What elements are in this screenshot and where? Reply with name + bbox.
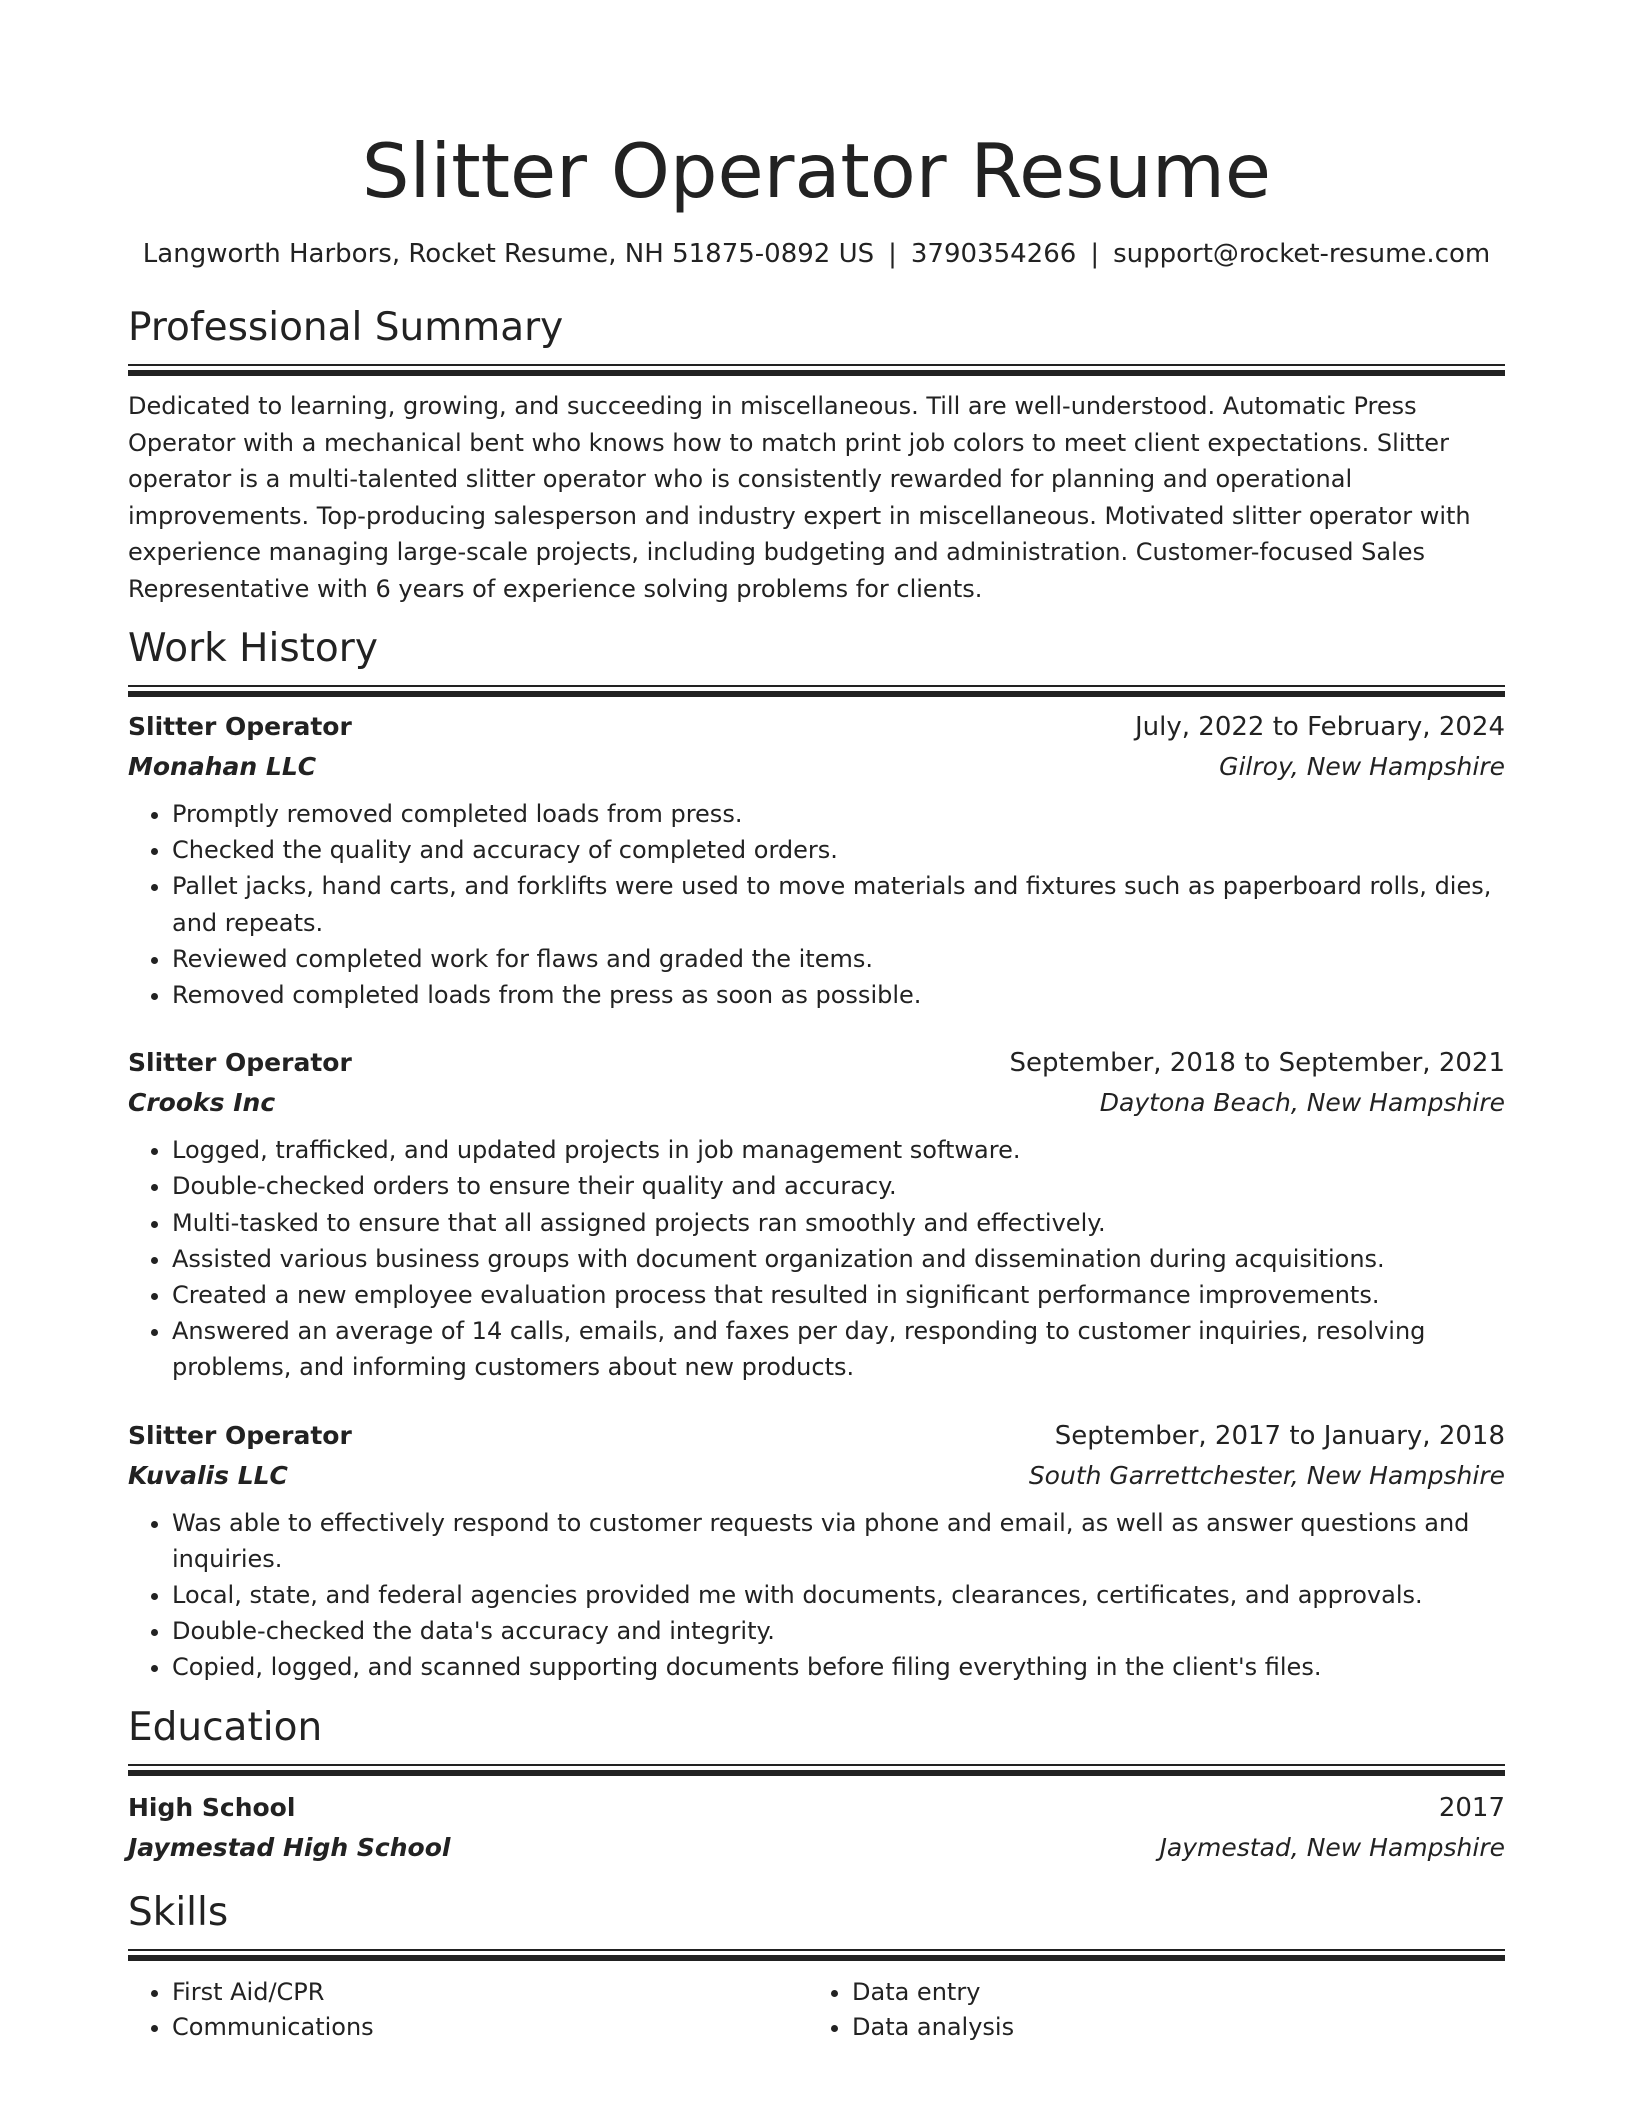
job-bullet: • Multi-tasked to ensure that all assigned projects ran smoothly and effectively.	[172, 1205, 1505, 1241]
section-divider	[128, 1764, 1505, 1766]
job-bullets	[128, 1132, 1505, 1385]
job-dates: September, 2017 to January, 2018	[1054, 1420, 1505, 1451]
job-bullet: • Copied, logged, and scanned supporting documents before filing everything in the client's files.	[172, 1649, 1505, 1685]
job-bullet: • Answered an average of 14 calls, emails, and faxes per day, responding to customer inquiries, resolving problems, and informing customers about new products.	[172, 1313, 1505, 1385]
job-bullet: • Logged, trafficked, and updated projects in job management software.	[172, 1132, 1505, 1168]
section-heading-summary: Professional Summary	[128, 305, 564, 350]
job-dates: September, 2018 to September, 2021	[1009, 1048, 1505, 1079]
education-school: Jaymestad High School	[128, 1832, 451, 1862]
education-location: Jaymestad, New Hampshire	[1159, 1832, 1505, 1862]
job-entry	[128, 1416, 1505, 1686]
job-bullet: • Double-checked orders to ensure their quality and accuracy.	[172, 1168, 1505, 1204]
job-company: Monahan LLC	[128, 752, 317, 781]
skills-column-right	[808, 1975, 1488, 2046]
job-entry	[128, 1043, 1505, 1385]
skill-item: • Data analysis	[852, 2010, 1488, 2046]
contact-line	[128, 236, 1505, 272]
job-bullet: • Local, state, and federal agencies provided me with documents, clearances, certificates, and approvals.	[172, 1577, 1505, 1613]
section-heading-education: Education	[128, 1704, 323, 1750]
job-bullet: • Pallet jacks, hand carts, and forklifts were used to move materials and fixtures such as paperboard rolls, dies, and repeats.	[172, 868, 1505, 940]
job-bullet: • Created a new employee evaluation process that resulted in significant performance improvements.	[172, 1277, 1505, 1313]
section-divider	[128, 685, 1505, 687]
job-location: Daytona Beach, New Hampshire	[1099, 1088, 1505, 1118]
job-company: Kuvalis LLC	[128, 1460, 288, 1490]
skills-grid	[128, 1975, 1505, 2046]
skills-column-left	[128, 1975, 808, 2046]
resume-page	[128, 0, 1505, 2046]
job-bullet: • Reviewed completed work for flaws and graded the items.	[172, 941, 1505, 977]
section-divider	[128, 1949, 1505, 1951]
section-heading-skills: Skills	[128, 1889, 229, 1935]
job-bullet: • Was able to effectively respond to customer requests via phone and email, as well as answer questions and inquiries.	[172, 1505, 1505, 1577]
contact-separator: |	[888, 239, 897, 269]
section-divider	[128, 370, 1505, 376]
summary-text: Dedicated to learning, growing, and succeeding in miscellaneous. Till are well-understood. Automatic Press Operator with a mechanical bent who knows how to match print job colors to meet client expectations. Slitter operator is a multi-talented slitter operator who is consistently rewarded for planning and operational improvements. Top-producing salesperson and industry expert in miscellaneous. Motivated slitter operator with experience managing large-scale projects, including budgeting and administration. Customer-focused Sales Representative with 6 years of experience solving problems for clients.	[128, 392, 1471, 603]
resume-title: Slitter Operator Resume	[361, 127, 1272, 215]
job-bullets	[128, 1505, 1505, 1686]
section-divider	[128, 1955, 1505, 1961]
job-location: South Garrettchester, New Hampshire	[1028, 1460, 1505, 1490]
summary-section	[128, 302, 1505, 607]
education-section	[128, 1702, 1505, 1867]
job-company: Crooks Inc	[128, 1088, 276, 1118]
skills-section	[128, 1887, 1505, 2046]
education-degree: High School	[128, 1792, 296, 1822]
skill-item: • First Aid/CPR	[172, 1975, 808, 2011]
job-bullet: • Assisted various business groups with document organization and dissemination during acquisitions.	[172, 1241, 1505, 1277]
contact-phone: 3790354266	[910, 239, 1077, 269]
section-divider	[128, 691, 1505, 697]
job-title: Slitter Operator	[128, 1048, 352, 1078]
skill-item: • Communications	[172, 2010, 808, 2046]
work-section	[128, 623, 1505, 1686]
contact-separator: |	[1090, 239, 1100, 269]
job-dates: July, 2022 to February, 2024	[1135, 712, 1505, 742]
contact-address: Langworth Harbors, Rocket Resume, NH 51875-0892 US	[142, 239, 875, 269]
job-location: Gilroy, New Hampshire	[1219, 752, 1505, 781]
job-bullets	[128, 796, 1505, 1013]
job-bullet: • Checked the quality and accuracy of completed orders.	[172, 832, 1505, 868]
job-bullet: • Removed completed loads from the press as soon as possible.	[172, 977, 1505, 1013]
section-heading-work: Work History	[128, 626, 378, 671]
contact-email: support@rocket-resume.com	[1113, 239, 1491, 269]
job-bullet: • Double-checked the data's accuracy and integrity.	[172, 1613, 1505, 1649]
job-entry	[128, 707, 1505, 1013]
job-title: Slitter Operator	[128, 1420, 352, 1450]
section-divider	[128, 1770, 1505, 1776]
skill-item: • Data entry	[852, 1975, 1488, 2011]
education-year: 2017	[1438, 1792, 1505, 1823]
job-bullet: • Promptly removed completed loads from press.	[172, 796, 1505, 832]
job-title: Slitter Operator	[128, 712, 352, 741]
section-divider	[128, 364, 1505, 366]
